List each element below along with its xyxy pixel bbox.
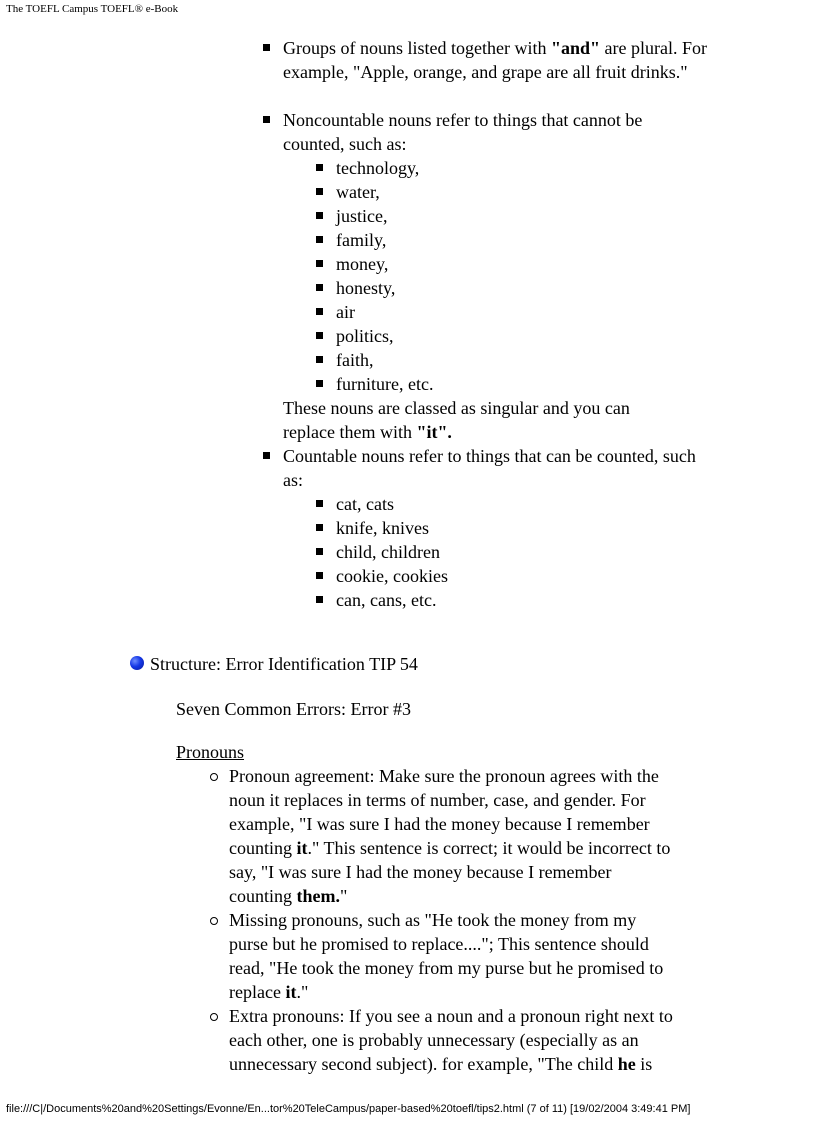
bullet-square [316, 524, 323, 531]
point-text: counting [229, 838, 297, 858]
point-line: read, "He took the money from my purse but he promised to [229, 958, 664, 978]
point-text: ." This sentence is correct; it would be incorrect to [307, 838, 671, 858]
rule-noncountable-intro: Noncountable nouns refer to things that cannot be counted, such as: [283, 110, 643, 154]
list-item: knife, knives [336, 518, 429, 538]
rule-text: are plural. For example, "Apple, orange, and grape are all fruit drinks." [283, 38, 707, 82]
point-line [229, 980, 308, 1004]
bullet-square [316, 332, 323, 339]
bullet-square [316, 548, 323, 555]
bullet-square [316, 284, 323, 291]
list-item: air [336, 302, 355, 322]
bullet-square [316, 500, 323, 507]
list-item: cat, cats [336, 494, 394, 514]
page-header: The TOEFL Campus TOEFL® e-Book [6, 3, 179, 15]
point-line [229, 836, 670, 860]
rule-plural [283, 36, 733, 84]
list-item: can, cans, etc. [336, 590, 437, 610]
point-text: replace [229, 982, 286, 1002]
point-line: purse but he promised to replace...."; This sentence should [229, 934, 649, 954]
point-line [229, 1052, 652, 1076]
bullet-square [263, 116, 270, 123]
section-heading-pronouns: Pronouns [176, 742, 245, 762]
rule-text: Groups of nouns listed together with [283, 38, 551, 58]
bullet-square [316, 236, 323, 243]
bullet-square [263, 452, 270, 459]
bullet-square [316, 572, 323, 579]
point-bold: it [296, 838, 308, 858]
list-item: justice, [336, 206, 388, 226]
point-line [229, 884, 347, 908]
bullet-square [316, 164, 323, 171]
point-text: " [340, 886, 348, 906]
point-text: counting [229, 886, 297, 906]
rule-bold: "and" [550, 38, 600, 58]
point-text: ." [296, 982, 309, 1002]
point-bold: it [285, 982, 297, 1002]
point-line: Missing pronouns, such as "He took the money from my [229, 910, 637, 930]
list-item: family, [336, 230, 387, 250]
point-line: Extra pronouns: If you see a noun and a pronoun right next to [229, 1006, 673, 1026]
list-item: water, [336, 182, 380, 202]
bullet-square [263, 44, 270, 51]
bullet-circle [210, 773, 218, 781]
list-item: faith, [336, 350, 374, 370]
list-item: furniture, etc. [336, 374, 434, 394]
bullet-square [316, 212, 323, 219]
point-line: noun it replaces in terms of number, case, and gender. For [229, 790, 646, 810]
list-item: money, [336, 254, 389, 274]
page-footer-path: file:///C|/Documents%20and%20Settings/Evonne/En...tor%20TeleCampus/paper-based%20toefl/tips2.html (7 of 11) [19/02/2004 3:49:41 PM] [6, 1103, 691, 1115]
bullet-square [316, 260, 323, 267]
list-item: technology, [336, 158, 420, 178]
point-line: say, "I was sure I had the money because I remember [229, 862, 612, 882]
point-line: example, "I was sure I had the money because I remember [229, 814, 650, 834]
point-bold: them. [296, 886, 340, 906]
rule-countable-intro: Countable nouns refer to things that can be counted, such as: [283, 446, 696, 490]
point-text: is [635, 1054, 653, 1074]
list-item: politics, [336, 326, 394, 346]
point-bold: he [617, 1054, 636, 1074]
point-line: Pronoun agreement: Make sure the pronoun agrees with the [229, 766, 659, 786]
bullet-square [316, 308, 323, 315]
bullet-circle [210, 917, 218, 925]
note-text: These nouns are classed as singular and you can replace them with [283, 398, 630, 442]
bullet-circle [210, 1013, 218, 1021]
bullet-square [316, 596, 323, 603]
point-text: unnecessary second subject). for example, "The child [229, 1054, 618, 1074]
list-item: honesty, [336, 278, 396, 298]
point-line: each other, one is probably unnecessary (especially as an [229, 1030, 639, 1050]
note-bold: "it". [416, 422, 452, 442]
bullet-square [316, 356, 323, 363]
noncountable-note [283, 396, 683, 444]
bullet-square [316, 380, 323, 387]
tip-subtitle: Seven Common Errors: Error #3 [176, 699, 411, 719]
list-item: cookie, cookies [336, 566, 448, 586]
list-item: child, children [336, 542, 440, 562]
tip-title: Structure: Error Identification TIP 54 [150, 654, 418, 674]
bullet-square [316, 188, 323, 195]
bullet-dot-icon [130, 656, 144, 670]
